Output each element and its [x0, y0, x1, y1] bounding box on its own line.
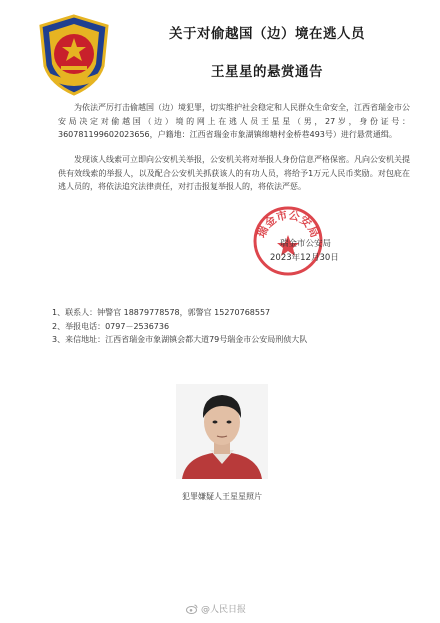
mailing-address: 3、来信地址：江西省瑞金市象湖镇会都大道79号瑞金市公安局刑侦大队	[52, 335, 308, 344]
contact-person: 1、联系人：钟警官 18879778578，郭警官 15270768557	[52, 308, 271, 317]
report-phone: 2、举报电话：0797－2536736	[52, 321, 170, 331]
suspect-photo	[176, 384, 268, 479]
police-emblem-icon	[37, 14, 111, 96]
body-paragraph-1: 为依法严厉打击偷越国（边）境犯罪，切实维护社会稳定和人民群众生命安全，江西省瑞金市公安局决定对偷越国（边）境的网上在逃人员王星星（男，27岁，身份证号：360781199602023656，户籍地：江西省瑞金市象湖镇绵塘村金桥巷493号）进行悬赏通缉。	[58, 103, 410, 139]
photo-caption: 犯罪嫌疑人王星星照片	[182, 492, 262, 501]
watermark	[186, 602, 246, 615]
body-paragraph-2: 发现该人线索可立即向公安机关举报，公安机关将对举报人身份信息严格保密。凡向公安机关提供有效线索的举报人，以及配合公安机关抓获该人的有功人员，将给予1万元人民币奖励。对包庇在逃人员的，将依法追究法律责任，对打击报复举报人的，将依法严惩。	[58, 155, 410, 191]
notice-title: 关于对偷越国（边）境在逃人员	[169, 26, 365, 42]
issue-date: 2023年12月30日	[270, 253, 339, 263]
issuer-name: 瑞金市公安局	[280, 239, 332, 249]
notice-subtitle: 王星星的悬赏通告	[211, 64, 323, 80]
seal-text: 瑞金市公安局	[254, 208, 322, 240]
watermark-text: @人民日报	[201, 605, 247, 615]
weibo-icon	[186, 604, 198, 614]
contact-list	[52, 306, 422, 347]
svg-text:瑞金市公安局	[254, 208, 322, 240]
